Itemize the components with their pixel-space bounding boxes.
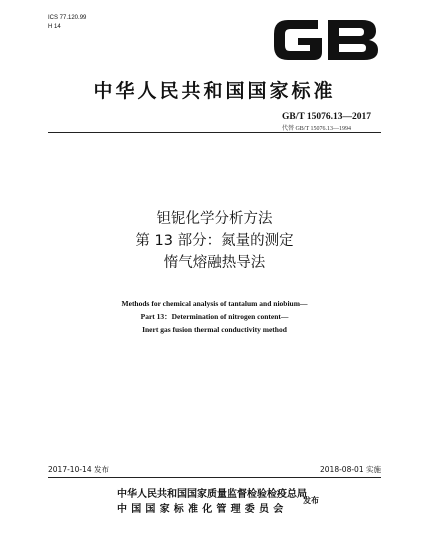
- english-title-line-3: Inert gas fusion thermal conductivity method: [142, 325, 287, 334]
- chinese-title-line-1: 钽铌化学分析方法: [156, 211, 273, 227]
- implementation-date: 2018-08-01 实施: [320, 465, 381, 474]
- standard-category-title: 中华人民共和国国家标准: [93, 80, 336, 102]
- top-divider: [48, 132, 381, 133]
- issuer-aqsiq: 中华人民共和国国家质量监督检验检疫总局: [117, 489, 307, 500]
- gb-logo: [270, 14, 382, 66]
- date-row: [48, 464, 381, 476]
- issue-date: 2017-10-14 发布: [48, 465, 109, 474]
- replaced-standard: 代替 GB/T 15076.13—1994: [281, 126, 352, 132]
- issuer-sac: 中国国家标准化管理委员会: [117, 504, 288, 515]
- bottom-divider: [48, 477, 381, 478]
- english-title-line-1: Methods for chemical analysis of tantalum and niobium—: [121, 299, 308, 308]
- ics-code: ICS 77.120.99: [48, 15, 87, 21]
- english-title-line-2: Part 13：Determination of nitrogen content—: [140, 312, 289, 321]
- chinese-title-line-3: 惰气熔融热导法: [163, 255, 266, 271]
- standard-number: GB/T 15076.13—2017: [281, 112, 371, 122]
- ccs-code: H 14: [48, 24, 61, 30]
- issued-by-label: 发布: [303, 496, 319, 505]
- chinese-title-line-2: 第 13 部分：氮量的测定: [135, 233, 294, 249]
- standard-code-block: [282, 112, 371, 132]
- english-title: [0, 297, 429, 336]
- chinese-title: [0, 208, 429, 274]
- classification-codes: [48, 14, 86, 32]
- issuing-authorities: [117, 487, 317, 517]
